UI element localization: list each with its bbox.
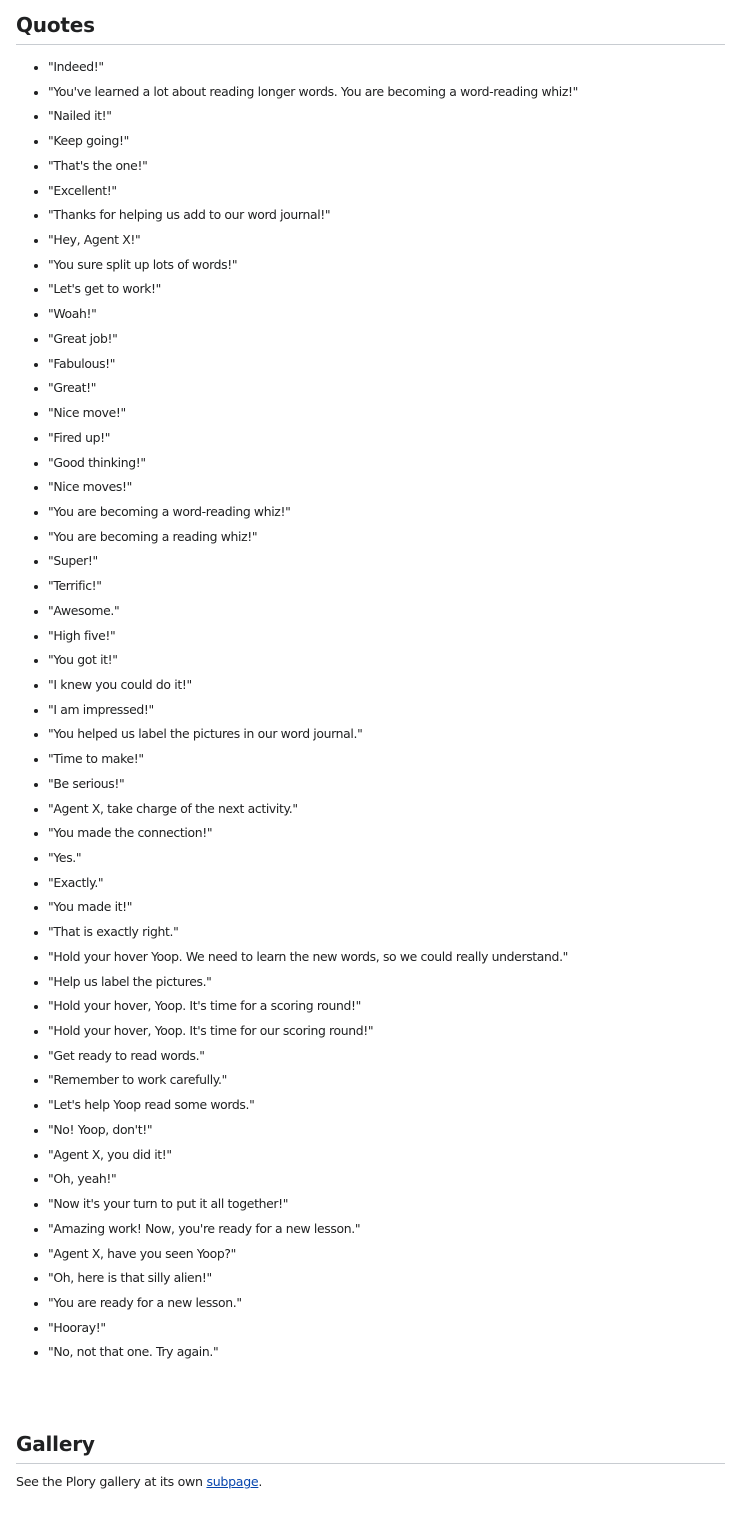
quote-list-item: "Time to make!" [32, 747, 725, 772]
quote-list-item: "Nice move!" [32, 401, 725, 426]
quote-list-item: "Great job!" [32, 327, 725, 352]
quote-list-item: "You are ready for a new lesson." [32, 1291, 725, 1316]
quote-list-item: "Amazing work! Now, you're ready for a new lesson." [32, 1217, 725, 1242]
quote-list-item: "Agent X, have you seen Yoop?" [32, 1242, 725, 1267]
article-content [0, 12, 755, 1489]
quote-list-item: "Hold your hover Yoop. We need to learn the new words, so we could really understand." [32, 945, 725, 970]
quote-list-item: "I am impressed!" [32, 698, 725, 723]
quotes-section-heading: Quotes [16, 12, 725, 45]
gallery-text-after: . [258, 1474, 263, 1490]
quote-list-item: "You made it!" [32, 895, 725, 920]
quote-list-item: "Get ready to read words." [32, 1044, 725, 1069]
quote-list-item: "Excellent!" [32, 179, 725, 204]
quote-list-item: "Super!" [32, 549, 725, 574]
quote-list-item: "Nice moves!" [32, 475, 725, 500]
quote-list-item: "Fired up!" [32, 426, 725, 451]
quote-list-item: "Oh, yeah!" [32, 1167, 725, 1192]
quote-list-item: "You made the connection!" [32, 821, 725, 846]
quote-list-item: "You sure split up lots of words!" [32, 253, 725, 278]
quote-list-item: "You are becoming a word-reading whiz!" [32, 500, 725, 525]
quote-list-item: "Agent X, take charge of the next activity." [32, 797, 725, 822]
quote-list-item: "Exactly." [32, 871, 725, 896]
quotes-list [16, 55, 725, 1365]
quote-list-item: "Keep going!" [32, 129, 725, 154]
gallery-section-heading: Gallery [16, 1431, 725, 1464]
quote-list-item: "No! Yoop, don't!" [32, 1118, 725, 1143]
quote-list-item: "No, not that one. Try again." [32, 1340, 725, 1365]
quote-list-item: "Let's help Yoop read some words." [32, 1093, 725, 1118]
quote-list-item: "Fabulous!" [32, 352, 725, 377]
quote-list-item: "That's the one!" [32, 154, 725, 179]
quote-list-item: "Thanks for helping us add to our word journal!" [32, 203, 725, 228]
gallery-text-before: See the Plory gallery at its own [16, 1474, 207, 1490]
quote-list-item: "Indeed!" [32, 55, 725, 80]
quote-list-item: "Hold your hover, Yoop. It's time for our scoring round!" [32, 1019, 725, 1044]
quote-list-item: "Nailed it!" [32, 104, 725, 129]
quote-list-item: "Agent X, you did it!" [32, 1143, 725, 1168]
quote-list-item: "You helped us label the pictures in our word journal." [32, 722, 725, 747]
quote-list-item: "You got it!" [32, 648, 725, 673]
quote-list-item: "You are becoming a reading whiz!" [32, 525, 725, 550]
gallery-paragraph [16, 1474, 725, 1489]
quote-list-item: "You've learned a lot about reading longer words. You are becoming a word-reading whiz!" [32, 80, 725, 105]
quote-list-item: "Woah!" [32, 302, 725, 327]
quote-list-item: "Let's get to work!" [32, 277, 725, 302]
quote-list-item: "Hooray!" [32, 1316, 725, 1341]
quote-list-item: "Hey, Agent X!" [32, 228, 725, 253]
quote-list-item: "Help us label the pictures." [32, 970, 725, 995]
quote-list-item: "Remember to work carefully." [32, 1068, 725, 1093]
quote-list-item: "That is exactly right." [32, 920, 725, 945]
quote-list-item: "I knew you could do it!" [32, 673, 725, 698]
quote-list-item: "Yes." [32, 846, 725, 871]
quote-list-item: "Great!" [32, 376, 725, 401]
quote-list-item: "Awesome." [32, 599, 725, 624]
quote-list-item: "High five!" [32, 624, 725, 649]
gallery-subpage-link[interactable]: subpage [206, 1474, 259, 1490]
quote-list-item: "Oh, here is that silly alien!" [32, 1266, 725, 1291]
quote-list-item: "Terrific!" [32, 574, 725, 599]
quote-list-item: "Hold your hover, Yoop. It's time for a scoring round!" [32, 994, 725, 1019]
quote-list-item: "Be serious!" [32, 772, 725, 797]
quote-list-item: "Good thinking!" [32, 451, 725, 476]
quote-list-item: "Now it's your turn to put it all together!" [32, 1192, 725, 1217]
